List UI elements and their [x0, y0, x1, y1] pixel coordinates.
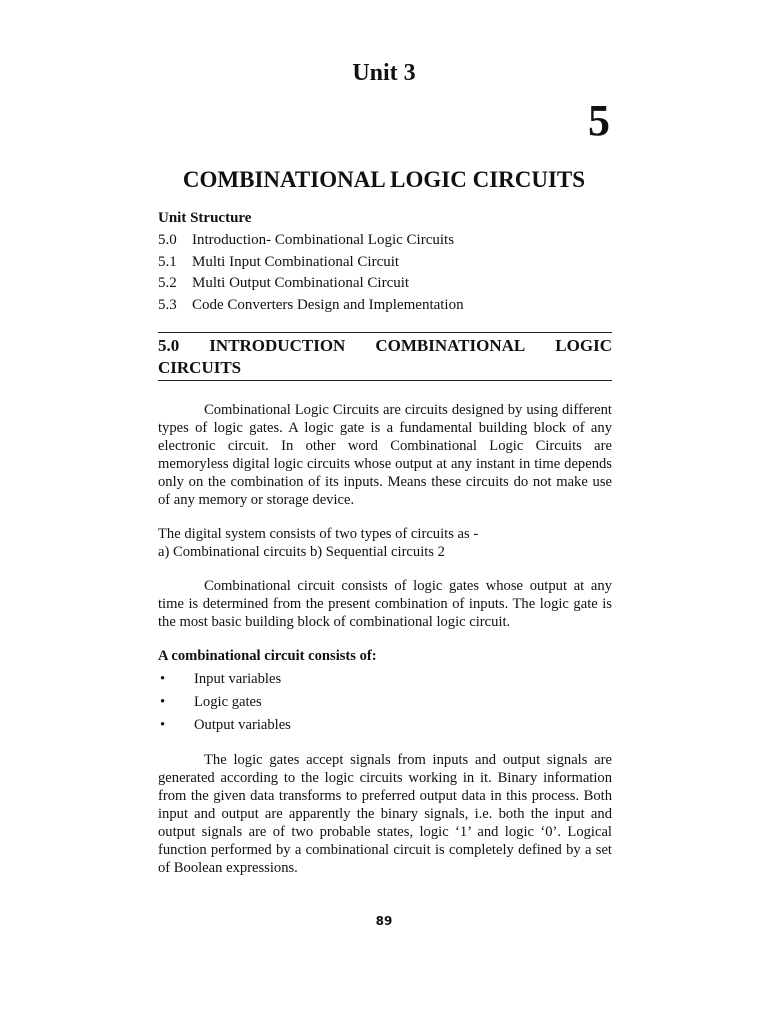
toc-item [158, 230, 612, 252]
bullet-icon: • [160, 717, 166, 734]
section-word-combinational: COMBINATIONAL [375, 336, 526, 356]
section-number: 5.0 [158, 336, 180, 356]
toc-item-label: Multi Input Combinational Circuit [192, 253, 400, 270]
spacer [158, 381, 612, 401]
section-word-logic: LOGIC [555, 336, 612, 356]
paragraph-types-line: The digital system consists of two types of circuits as - [158, 526, 479, 543]
paragraph-types-list: a) Combinational circuits b) Sequential circuits 2 [158, 544, 445, 561]
paragraph-logic-gates: The logic gates accept signals from inputs and output signals are generated according to the logic circuits working in it. Binary information from the given data transforms to preferred output data in this process. Both input and output are apparently the binary signals, i.e. both the input and output signals are of two probable states, logic ‘1’ and logic ‘0’. Logical function performed by a combinational circuit is completely defined by a set of Boolean expressions. [158, 752, 612, 877]
section-heading-row [158, 335, 612, 357]
paragraph-combinational-circuit: Combinational circuit consists of logic gates whose output at any time is determined from the present combination of inputs. The logic gate is the most basic building block of combinational logic circuit. [158, 578, 612, 631]
main-content [158, 208, 612, 877]
paragraph-intro: Combinational Logic Circuits are circuits designed by using different types of logic gates. A logic gate is a fundamental building block of any electronic circuit. In other word Combinational Logic Circuits are memoryless digital logic circuits whose output at any instant in time depends only on the combination of its inputs. Means these circuits do not make use of any memory or storage device. [158, 402, 612, 509]
toc-item-label: Multi Output Combinational Circuit [192, 275, 410, 292]
section-word-introduction: INTRODUCTION [209, 336, 346, 356]
toc-item-label: Introduction- Combinational Logic Circuits [192, 232, 455, 248]
spacer [158, 561, 612, 577]
section-heading [158, 332, 612, 381]
unit-label: Unit 3 [352, 60, 416, 86]
list-item-label: Input variables [194, 671, 282, 688]
list-item [158, 691, 612, 714]
toc-item [158, 295, 612, 317]
bullet-icon: • [160, 671, 166, 688]
list-item-label: Logic gates [194, 694, 262, 711]
toc-item-number: 5.0 [158, 232, 177, 248]
toc-item [158, 273, 612, 295]
toc-item-label: Code Converters Design and Implementation [192, 296, 464, 313]
chapter-number: 5 [588, 96, 610, 145]
spacer [158, 737, 612, 751]
page-number: 89 [375, 914, 393, 928]
unit-structure-heading: Unit Structure [158, 210, 252, 226]
section-word-circuits: CIRCUITS [158, 358, 242, 378]
toc-item-number: 5.1 [158, 253, 177, 270]
toc-item [158, 252, 612, 274]
toc-item-number: 5.3 [158, 296, 177, 313]
spacer [158, 509, 612, 525]
list-heading: A combinational circuit consists of: [158, 648, 377, 665]
toc-item-number: 5.2 [158, 275, 177, 292]
spacer [158, 631, 612, 647]
list-item-label: Output variables [194, 717, 291, 734]
bullet-icon: • [160, 694, 166, 711]
chapter-title: COMBINATIONAL LOGIC CIRCUITS [182, 167, 586, 192]
list-item [158, 668, 612, 691]
list-item [158, 714, 612, 737]
